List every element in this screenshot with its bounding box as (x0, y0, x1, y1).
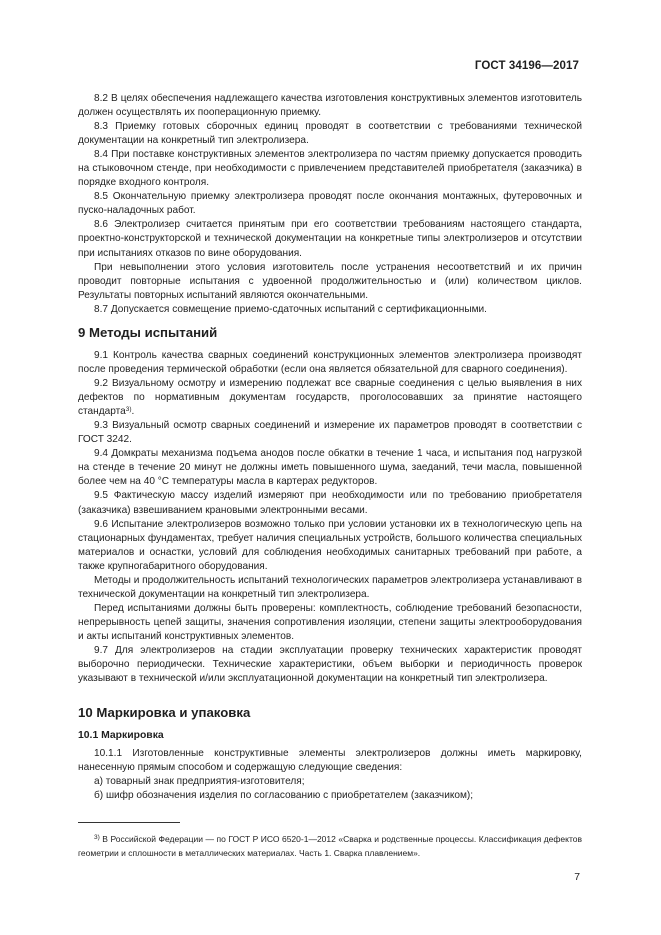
paragraph-10-1-1: 10.1.1 Изготовленные конструктивные элементы электролизеров должны иметь маркировку, нанесенную прямым способом и содержащую следующие сведения: (78, 748, 582, 774)
section-8-acceptance (78, 92, 582, 317)
paragraph-9-6: 9.6 Испытание электролизеров возможно только при условии установки их в технологическую цепь на стационарных фундаментах, требует наличия специальных устройств, большого количества специальных материалов и оснастки, условий для соблюдения необходимых санитарных требований при работе, а также крупногабаритного оборудования. (78, 518, 582, 572)
paragraph-8-6-retest: При невыполнении этого условия изготовитель после устранения несоответствий и их причин проводит повторные испытания с удвоенной продолжительностью и (или) количеством циклов. Результаты повторных испытаний являются окончательными. (78, 261, 582, 301)
subsection-10-1-heading: 10.1 Маркировка (78, 730, 164, 741)
paragraph-8-3: 8.3 Приемку готовых сборочных единиц проводят в соответствии с требованиями технической документации на конкретный тип электролизера. (78, 121, 582, 147)
paragraph-8-4: 8.4 При поставке конструктивных элементов электролизера по частям приемку допускается проводить на стыковочном стенде, при необходимости с привлечением представителей приобретателя (заказчика) в порядке входного контроля. (78, 149, 582, 189)
footnote (78, 833, 582, 861)
section-10-marking (78, 747, 582, 803)
paragraph-9-4: 9.4 Домкраты механизма подъема анодов после обкатки в течение 1 часа, и испытания под нагрузкой на стенде в течение 20 минут не должны иметь повышенного шума, заеданий, течи масла, повышенной более чем на 40 °С температуры масла в картерах редукторов. (78, 448, 582, 488)
paragraph-9-7: 9.7 Для электролизеров на стадии эксплуатации проверку технических характеристик проводят выборочно периодически. Технические характеристики, объем выборки и периодичность проверок указывают в технической и/или эксплуатационной документации на конкретный тип электролизера. (78, 644, 582, 685)
paragraph-9-6-methods: Методы и продолжительность испытаний технологических параметров электролизера устанавливают в технической документации на конкретный тип электролизера. (78, 574, 582, 600)
paragraph-9-2 (78, 377, 582, 419)
footnote-divider (78, 822, 180, 823)
page-number: 7 (574, 872, 580, 883)
footnote-marker: 3) (94, 834, 100, 841)
footnote-text: В Российской Федерации — по ГОСТ Р ИСО 6520-1—2012 «Сварка и родственные процессы. Классификация дефектов геометрии и сплошности в металлических материалах. Часть 1. Сварка плавлением». (78, 834, 582, 858)
paragraph-8-2: 8.2 В целях обеспечения надлежащего качества изготовления конструктивных элементов изготовитель должен осуществлять их пооперационную приемку. (78, 93, 582, 119)
paragraph-9-6-checks: Перед испытаниями должны быть проверены: комплектность, соблюдение требований безопасности, непрерывность цепей защиты, значения сопротивления изоляции, степени защиты электрооборудования и акты испытаний конструктивных элементов. (78, 602, 582, 642)
paragraph-9-1: 9.1 Контроль качества сварных соединений конструкционных элементов электролизера производят после проведения термической обработки (если она является обязательной для сварного соединения). (78, 350, 582, 376)
section-9-heading: 9 Методы испытаний (78, 325, 218, 340)
section-10-heading: 10 Маркировка и упаковка (78, 705, 251, 720)
list-item-b: б) шифр обозначения изделия по согласованию с приобретателем (заказчиком); (94, 790, 474, 802)
paragraph-8-6: 8.6 Электролизер считается принятым при его соответствии требованиям настоящего стандарта, проектно-конструкторской и технической документации на конкретные типы электролизеров и отсутствии при испытаниях отказов по вине оборудования. (78, 219, 582, 259)
paragraph-9-5: 9.5 Фактическую массу изделий измеряют при необходимости или по требованию приобретателя (заказчика) взвешиванием крановыми электронными весами. (78, 490, 582, 516)
paragraph-8-5: 8.5 Окончательную приемку электролизера проводят после окончания монтажных, футеровочных и пуско-наладочных работ. (78, 191, 582, 217)
section-9-test-methods (78, 349, 582, 686)
footnote-reference: 3) (125, 406, 132, 414)
paragraph-9-3: 9.3 Визуальный осмотр сварных соединений и измерение их параметров проводят в соответствии с ГОСТ 3242. (78, 420, 582, 446)
paragraph-9-2-end: . (131, 406, 135, 418)
paragraph-9-2-text: 9.2 Визуальному осмотру и измерению подлежат все сварные соединения с целью выявления в них дефектов по нормативным документам государств, проголосовавших за принятие настоящего стандарта (78, 378, 582, 418)
paragraph-8-7: 8.7 Допускается совмещение приемо-сдаточных испытаний с сертификационными. (94, 303, 487, 315)
standard-header: ГОСТ 34196—2017 (474, 60, 579, 72)
list-item-a: а) товарный знак предприятия-изготовителя; (94, 776, 305, 788)
